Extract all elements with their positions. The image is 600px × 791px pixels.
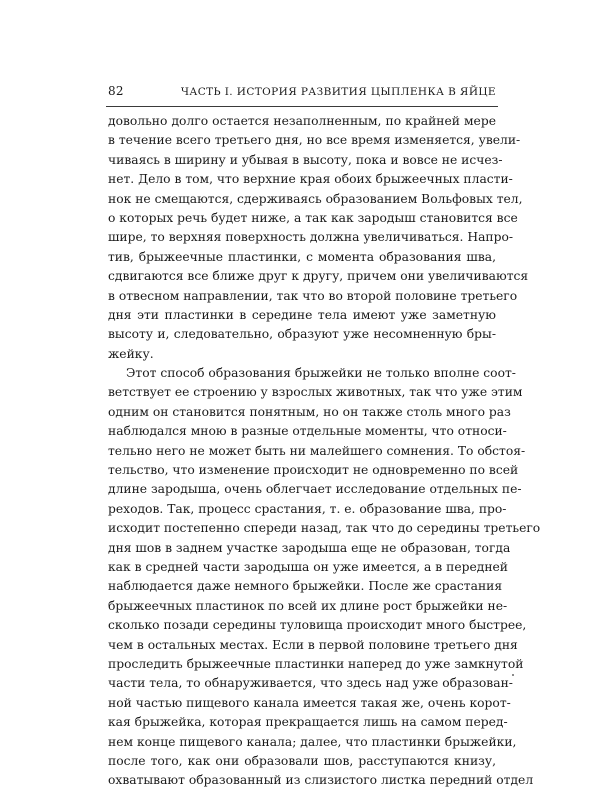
text-line: дня эти пластинки в середине тела имеют уже заметную <box>108 307 496 322</box>
text-line: брыжеечных пластинок по всей их длине рост брыжейки не- <box>108 598 508 613</box>
text-line: ветствует ее строению у взрослых животных, так что уже этим <box>108 385 523 400</box>
text-line: кая брыжейка, которая прекращается лишь на самом перед- <box>108 715 508 730</box>
text-line: в отвесном направлении, так что во второй половине третьего <box>108 288 518 303</box>
text-line: высоту и, следовательно, образуют уже несомненную бры- <box>108 327 496 342</box>
text-line: дня шов в заднем участке зародыша еще не образован, тогда <box>108 540 511 555</box>
text-line: наблюдается даже немного брыжейки. После же срастания <box>108 579 503 594</box>
header-rule <box>106 106 498 107</box>
text-line: нем конце пищевого канала; далее, что пластинки брыжейки, <box>108 734 517 749</box>
text-line: ной частью пищевого канала имеется такая же, очень корот- <box>108 695 511 710</box>
text-line: в течение всего третьего дня, но все время изменяется, увели- <box>108 133 521 148</box>
text-line: сдвигаются все ближе друг к другу, причем они увеличиваются <box>108 269 529 284</box>
text-line: тив, брыжеечные пластинки, с момента образования шва, <box>108 249 496 264</box>
text-line: одним он становится понятным, но он также столь много раз <box>108 404 511 419</box>
text-line: сколько позади середины туловища происходит много быстрее, <box>108 618 527 633</box>
text-line: реходов. Так, процесс срастания, т. е. образование шва, про- <box>108 501 507 516</box>
text-line: чем в остальных местах. Если в первой половине третьего дня <box>108 637 518 652</box>
margin-dot <box>512 674 514 676</box>
text-line: длине зародыша, очень облегчает исследование отдельных пе- <box>108 482 522 497</box>
text-line: о которых речь будет ниже, а так как зародыш становится все <box>108 210 518 225</box>
text-line: довольно долго остается незаполненным, по крайней мере <box>108 114 496 128</box>
text-line: тельство, что изменение происходит не одновременно по всей <box>108 463 519 478</box>
text-line: Этот способ образования брыжейки не только вполне соот- <box>126 366 516 381</box>
text-line: нет. Дело в том, что верхние края обоих брыжеечных пласти- <box>108 172 513 187</box>
paragraph-2 <box>108 364 541 791</box>
body-text <box>108 112 541 791</box>
text-line: нок не смещаются, сдерживаясь образованием Вольфовых тел, <box>108 191 523 206</box>
page-header <box>108 84 496 102</box>
text-line: тельно него не может быть ни малейшего сомнения. То обстоя- <box>108 443 526 458</box>
text-line: наблюдался мною в разные отдельные моменты, что относи- <box>108 424 507 439</box>
text-line: жейку. <box>108 346 154 361</box>
text-line: части тела, то обнаруживается, что здесь над уже образован- <box>108 676 513 691</box>
text-line: после того, как они образовали шов, расступаются книзу, <box>108 753 496 768</box>
text-line: охватывают образованный из слизистого листка передний отдел <box>108 773 534 788</box>
page-number: 82 <box>108 84 124 98</box>
running-title: ЧАСТЬ I. ИСТОРИЯ РАЗВИТИЯ ЦЫПЛЕНКА В ЯЙЦЕ <box>180 86 496 98</box>
text-line: проследить брыжеечные пластинки наперед до уже замкнутой <box>108 656 524 671</box>
paragraph-1 <box>108 112 529 364</box>
text-line: исходит постепенно спереди назад, так что до середины третьего <box>108 521 541 536</box>
text-line: как в средней части зародыша он уже имеется, а в передней <box>108 559 508 574</box>
text-line: шире, то верхняя поверхность должна увеличиваться. Напро- <box>108 230 514 245</box>
text-line: чиваясь в ширину и убывая в высоту, пока и вовсе не исчез- <box>108 152 503 167</box>
